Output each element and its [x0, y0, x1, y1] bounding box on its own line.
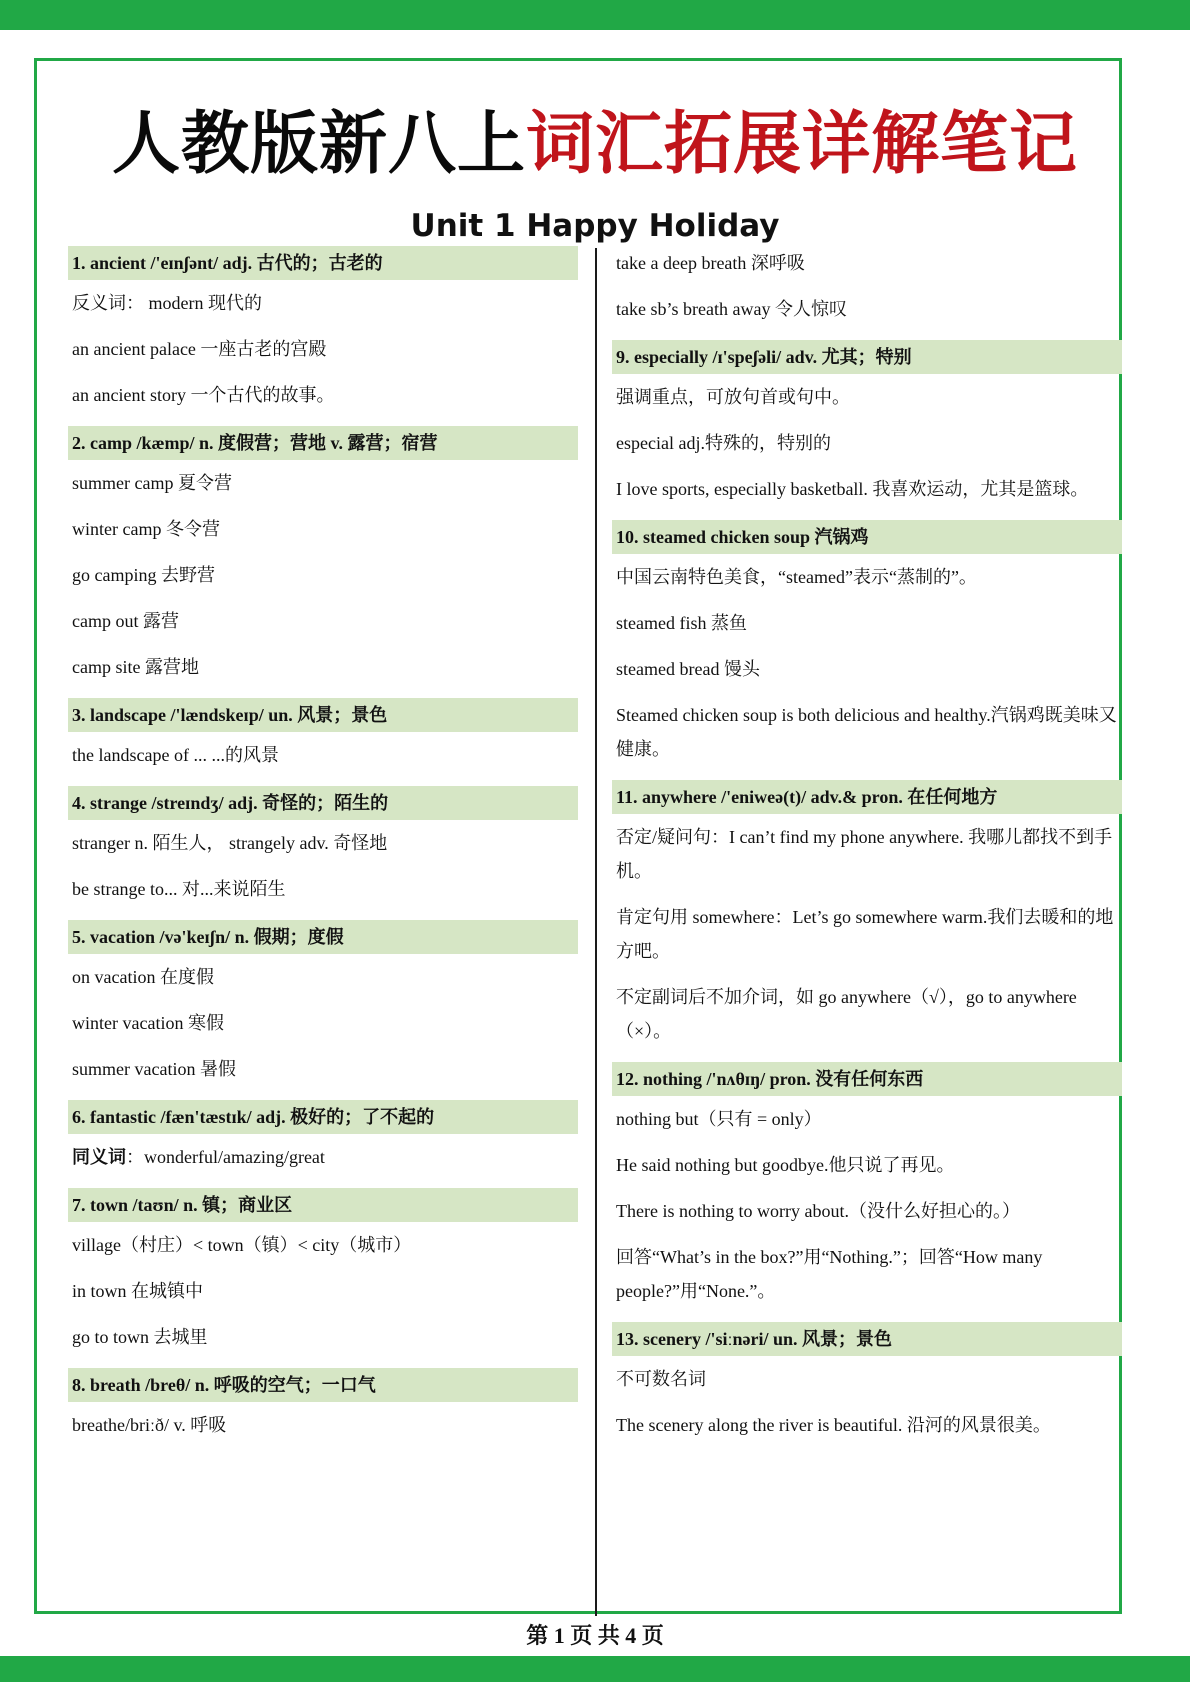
vocab-entry: [612, 520, 1122, 766]
example-line: 反义词： modern 现代的: [72, 293, 262, 313]
vocab-headword: 9. especially /ɪ'speʃəli/ adv. 尤其；特别: [612, 340, 1122, 374]
example-line: go camping 去野营: [72, 565, 215, 585]
example-line: in town 在城镇中: [72, 1281, 204, 1301]
top-green-bar: [0, 0, 1190, 30]
bottom-green-bar: [0, 1656, 1190, 1682]
page-title: [0, 100, 1190, 190]
vocab-entry: [612, 780, 1122, 1048]
example-line: an ancient story 一个古代的故事。: [72, 385, 335, 405]
example-line: 肯定句用 somewhere：Let’s go somewhere warm.我们去暖和的地方吧。: [616, 907, 1114, 961]
example-line: breathe/briːð/ v. 呼吸: [72, 1415, 227, 1435]
unit-heading: Unit 1 Happy Holiday: [410, 208, 780, 244]
vocab-headword: 13. scenery /'siːnəri/ un. 风景；景色: [612, 1322, 1122, 1356]
example-line: village（村庄）< town（镇）< city（城市）: [72, 1235, 412, 1255]
example-line: Steamed chicken soup is both delicious and healthy.汽锅鸡既美味又健康。: [616, 705, 1117, 759]
synonym-list: ：wonderful/amazing/great: [126, 1147, 325, 1167]
example-line: be strange to... 对...来说陌生: [72, 879, 286, 899]
vocab-entry: [68, 920, 578, 1086]
vocab-entry: [68, 426, 578, 684]
example-line: He said nothing but goodbye.他只说了再见。: [616, 1155, 955, 1175]
example-line: summer camp 夏令营: [72, 473, 232, 493]
example-line: 强调重点，可放句首或句中。: [616, 387, 850, 407]
vocab-entry: [68, 246, 578, 412]
vocab-entry-continued: [612, 246, 1122, 326]
column-divider: [595, 248, 597, 1616]
example-line: take a deep breath 深呼吸: [616, 253, 805, 273]
example-line: an ancient palace 一座古老的宫殿: [72, 339, 327, 359]
vocab-headword: 2. camp /kæmp/ n. 度假营；营地 v. 露营；宿营: [68, 426, 578, 460]
vocab-headword: 6. fantastic /fæn'tæstɪk/ adj. 极好的；了不起的: [68, 1100, 578, 1134]
example-line: nothing but（只有 = only）: [616, 1109, 822, 1129]
vocab-headword: 7. town /taʊn/ n. 镇；商业区: [68, 1188, 578, 1222]
vocab-entry: [68, 1100, 578, 1174]
example-line: stranger n. 陌生人， strangely adv. 奇怪地: [72, 833, 388, 853]
vocab-entry: [68, 1368, 578, 1442]
vocab-entry: [612, 1062, 1122, 1308]
right-column: [612, 246, 1122, 1456]
example-line: 否定/疑问句：I can’t find my phone anywhere. 我哪儿都找不到手机。: [616, 827, 1113, 881]
example-line: 不可数名词: [616, 1369, 706, 1389]
example-line: steamed fish 蒸鱼: [616, 613, 747, 633]
example-line: especial adj.特殊的，特别的: [616, 433, 831, 453]
example-line: steamed bread 馒头: [616, 659, 760, 679]
example-line: camp site 露营地: [72, 657, 199, 677]
vocab-headword: 12. nothing /'nʌθɪŋ/ pron. 没有任何东西: [612, 1062, 1122, 1096]
synonym-label: 同义词: [72, 1147, 126, 1167]
vocab-entry: [68, 786, 578, 906]
vocab-headword: 11. anywhere /'eniweə(t)/ adv.& pron. 在任何地方: [612, 780, 1122, 814]
example-line: the landscape of ... ...的风景: [72, 745, 279, 765]
example-line: The scenery along the river is beautiful. 沿河的风景很美。: [616, 1415, 1051, 1435]
vocab-entry: [612, 1322, 1122, 1442]
left-column: [68, 246, 578, 1456]
example-line: I love sports, especially basketball. 我喜欢运动，尤其是篮球。: [616, 479, 1089, 499]
example-line: on vacation 在度假: [72, 967, 214, 987]
example-line: winter camp 冬令营: [72, 519, 220, 539]
vocab-entry: [68, 1188, 578, 1354]
example-line: take sb’s breath away 令人惊叹: [616, 299, 847, 319]
title-part-red: 词汇拓展详解笔记: [526, 105, 1079, 184]
vocab-headword: 5. vacation /və'keɪʃn/ n. 假期；度假: [68, 920, 578, 954]
example-line: 中国云南特色美食，“steamed”表示“蒸制的”。: [616, 567, 977, 587]
vocab-headword: 3. landscape /'lændskeɪp/ un. 风景；景色: [68, 698, 578, 732]
example-line: 不定副词后不加介词，如 go anywhere（√），go to anywhere（×）。: [616, 987, 1077, 1041]
title-part-black: 人教版新八上: [111, 105, 526, 184]
example-line: go to town 去城里: [72, 1327, 208, 1347]
page-footer: 第 1 页 共 4 页: [526, 1623, 664, 1648]
example-line: There is nothing to worry about.（没什么好担心的。）: [616, 1201, 1020, 1221]
vocab-headword: 10. steamed chicken soup 汽锅鸡: [612, 520, 1122, 554]
vocab-headword: 4. strange /streɪndʒ/ adj. 奇怪的；陌生的: [68, 786, 578, 820]
vocab-headword: 1. ancient /'eɪnʃənt/ adj. 古代的；古老的: [68, 246, 578, 280]
vocab-headword: 8. breath /breθ/ n. 呼吸的空气；一口气: [68, 1368, 578, 1402]
example-line: camp out 露营: [72, 611, 179, 631]
vocab-entry: [68, 698, 578, 772]
example-line: [68, 1140, 578, 1174]
example-line: winter vacation 寒假: [72, 1013, 224, 1033]
example-line: summer vacation 暑假: [72, 1059, 236, 1079]
example-line: 回答“What’s in the box?”用“Nothing.”；回答“How many people?”用“None.”。: [616, 1247, 1043, 1301]
vocab-entry: [612, 340, 1122, 506]
